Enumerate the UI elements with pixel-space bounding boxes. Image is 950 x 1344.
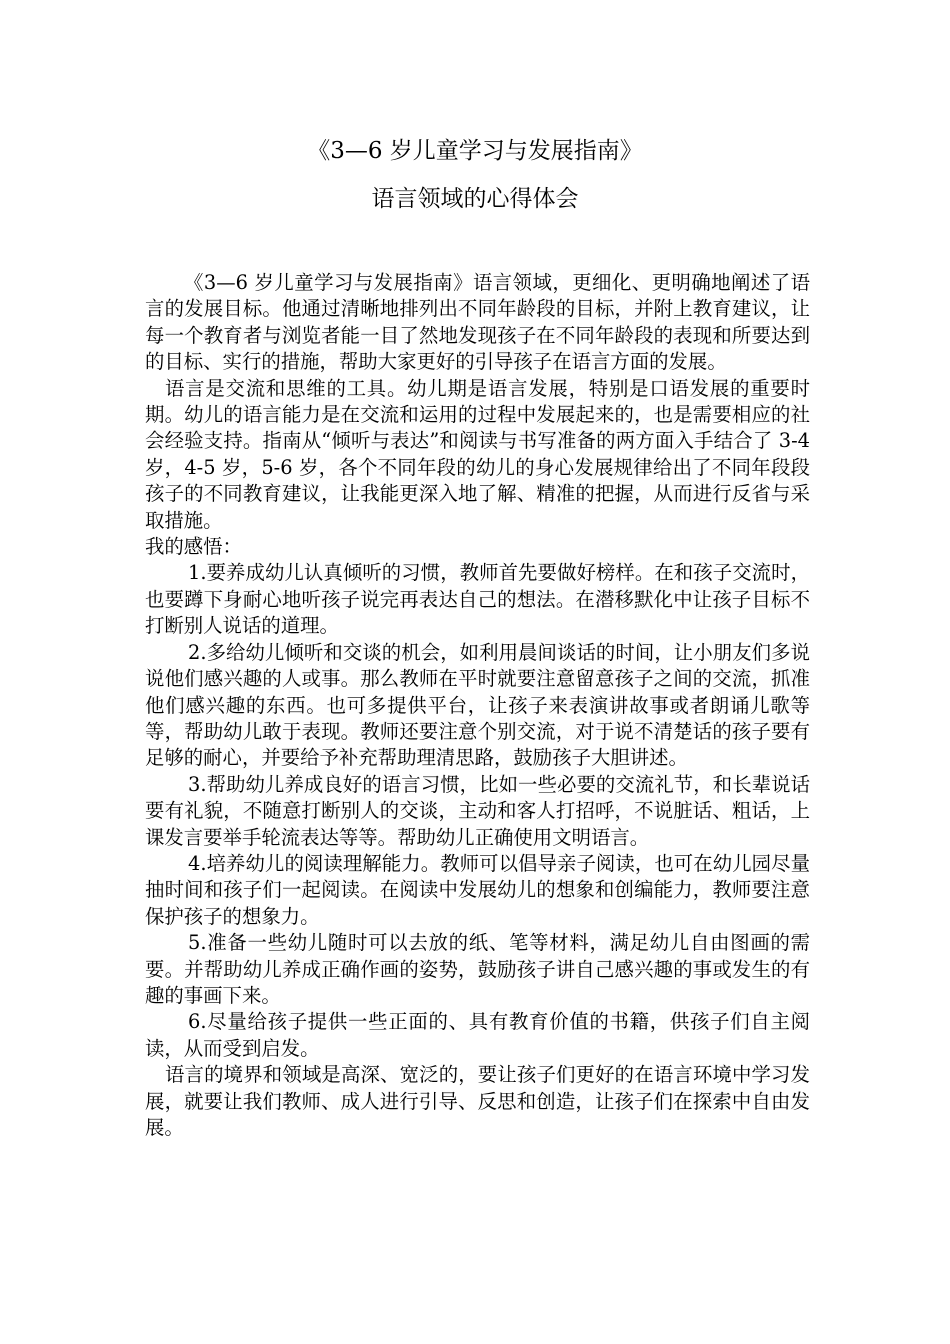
list-item-2: 2.多给幼儿倾听和交谈的机会，如利用晨间谈话的时间，让小朋友们多说说他们感兴趣的人或事。那么教师在平时就要注意留意孩子之间的交流，抓准他们感兴趣的东西。也可多提供平台，让孩子来表演讲故事或者朗诵儿歌等等，帮助幼儿敢于表现。教师还要注意个别交流，对于说不清楚话的孩子要有足够的耐心，并要给予补充帮助理清思路，鼓励孩子大胆讲述。 <box>145 640 810 770</box>
document-title: 《3—6 岁儿童学习与发展指南》 <box>307 138 643 164</box>
paragraph-conclusion: 语言的境界和领域是高深、宽泛的，要让孩子们更好的在语言环境中学习发展，就要让我们教师、成人进行引导、反思和创造，让孩子们在探索中自由发展。 <box>145 1063 810 1139</box>
list-item-5: 5.准备一些幼儿随时可以去放的纸、笔等材料，满足幼儿自由图画的需要。并帮助幼儿养成正确作画的姿势，鼓励孩子讲自己感兴趣的事或发生的有趣的事画下来。 <box>145 931 810 1007</box>
list-item-6: 6.尽量给孩子提供一些正面的、具有教育价值的书籍，供孩子们自主阅读，从而受到启发。 <box>145 1010 810 1060</box>
paragraph-language-tool: 语言是交流和思维的工具。幼儿期是语言发展，特别是口语发展的重要时期。幼儿的语言能力是在交流和运用的过程中发展起来的，也是需要相应的社会经验支持。指南从“倾听与表达”和阅读与书写准备的两方面入手结合了 3-4 岁，4-5 岁，5-6 岁，各个不同年段的幼儿的身心发展规律给出了不同年段段孩子的不同教育建议，让我能更深入地了解、精准的把握，从而进行反省与采取措施。 <box>145 376 810 532</box>
list-item-4: 4.培养幼儿的阅读理解能力。教师可以倡导亲子阅读，也可在幼儿园尽量抽时间和孩子们一起阅读。在阅读中发展幼儿的想象和创编能力，教师要注意保护孩子的想象力。 <box>145 851 810 928</box>
paragraph-reflection-heading: 我的感悟： <box>145 535 242 559</box>
document-body <box>145 270 810 1141</box>
document-subtitle: 语言领域的心得体会 <box>371 186 579 212</box>
paragraph-intro: 《3—6 岁儿童学习与发展指南》语言领域，更细化、更明确地阐述了语言的发展目标。他通过清晰地排列出不同年龄段的目标，并附上教育建议，让每一个教育者与浏览者能一目了然地发现孩子在不同年龄段的表现和所要达到的目标、实行的措施，帮助大家更好的引导孩子在语言方面的发展。 <box>145 271 810 374</box>
list-item-3: 3.帮助幼儿养成良好的语言习惯，比如一些必要的交流礼节，和长辈说话要有礼貌，不随意打断别人的交谈，主动和客人打招呼，不说脏话、粗话，上课发言要举手轮流表达等等。帮助幼儿正确使用文明语言。 <box>145 772 810 849</box>
list-item-1: 1.要养成幼儿认真倾听的习惯，教师首先要做好榜样。在和孩子交流时，也要蹲下身耐心地听孩子说完再表达自己的想法。在潜移默化中让孩子目标不打断别人说话的道理。 <box>145 561 810 638</box>
